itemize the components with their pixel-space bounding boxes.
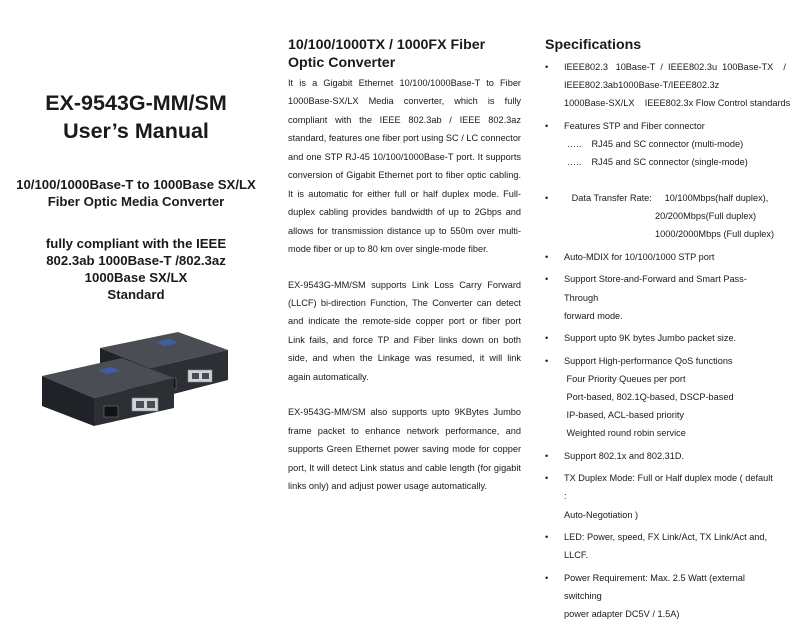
spec-line: forward mode. xyxy=(564,310,623,321)
description-heading: 10/100/1000TX / 1000FX Fiber Optic Converter xyxy=(288,37,486,71)
spec-line: LLCF. xyxy=(564,550,588,561)
spec-line: ….. RJ45 and SC connector (multi-mode) xyxy=(567,138,744,149)
bullet-icon: • xyxy=(545,355,549,366)
description-column xyxy=(288,0,521,496)
spec-8021x xyxy=(545,447,777,465)
bullet-icon: • xyxy=(545,572,549,583)
spec-line: Power Requirement: Max. 2.5 Watt (external switching xyxy=(564,572,745,601)
compliance-statement xyxy=(0,235,272,303)
spec-line: Support upto 9K bytes Jumbo packet size. xyxy=(564,333,737,344)
spec-line: IEEE802.3ab1000Base-T/IEEE802.3z xyxy=(564,80,720,91)
bullet-icon: • xyxy=(545,450,549,461)
bullet-icon: • xyxy=(545,473,549,484)
spec-line: ….. RJ45 and SC connector (single-mode) xyxy=(567,156,748,167)
llcf-paragraph: EX-9543G-MM/SM supports Link Loss Carry Forward (LLCF) bi-direction Function, The Converter can detect and indicate the remote-side copper port or fiber port Link fails, and force TP and Fiber links down on both side, and when the Linkage was resumed, it will link again automatically. xyxy=(288,279,521,382)
intro-paragraph: It is a Gigabit Ethernet 10/100/1000Base-T to Fiber 1000Base-SX/LX Media converter, which is fully compliant with the IEEE 802.3ab / IEEE 802.3az standard, features one fiber port using SC / LC connector and one STP RJ-45 10/100/1000Base-T port. It supports conversion of Gigabit Ethernet port to fiber optic cabling. It is automatic for either full or half duplex mode. Full-duplex cabling provides bandwidth of up to 2Gbps and allows for transmission distance up to 550m over multi-mode fiber or up to 80 km over single-mode fiber. xyxy=(288,78,521,255)
spec-line: power adapter DC5V / 1.5A) xyxy=(564,609,680,620)
bullet-icon: • xyxy=(545,333,549,344)
compliance-line: 1000Base SX/LX xyxy=(84,270,188,285)
bullet-icon: • xyxy=(545,193,549,204)
spec-line: 1000/2000Mbps (Full duplex) xyxy=(655,229,774,240)
compliance-line: fully compliant with the IEEE xyxy=(45,236,227,251)
specifications-heading: Specifications xyxy=(545,37,642,53)
spec-line: Support 802.1x and 802.31D. xyxy=(564,450,685,461)
spec-standards xyxy=(545,58,791,112)
spec-connectors xyxy=(545,117,777,171)
jumbo-paragraph: EX-9543G-MM/SM also supports upto 9KBytes Jumbo frame packet to enhance network performance, and supports Green Ethernet power saving mode for copper port, It will detect Link status and cable length (for gigabit links only) and adjust power usage automatically. xyxy=(288,407,521,492)
spec-line: 1000Base-SX/LX IEEE802.3x Flow Control standards xyxy=(564,98,791,109)
spec-power xyxy=(545,569,777,623)
spec-line: Auto-MDIX for 10/100/1000 STP port xyxy=(564,251,715,262)
spec-line: Data Transfer Rate: 10/100Mbps(half duplex), xyxy=(564,193,769,204)
subtitle-line: Fiber Optic Media Converter xyxy=(47,194,225,209)
spec-jumbo xyxy=(545,329,777,347)
spec-line: LED: Power, speed, FX Link/Act, TX Link/Act and, xyxy=(564,532,768,543)
product-subtitle xyxy=(0,176,272,210)
spec-line: IP-based, ACL-based priority xyxy=(564,410,685,421)
bullet-icon: • xyxy=(545,532,549,543)
spec-duplex-mode xyxy=(545,469,777,523)
spec-store-forward xyxy=(545,270,777,324)
cover-column xyxy=(0,0,272,428)
compliance-line: Standard xyxy=(107,287,165,302)
spec-qos xyxy=(545,352,777,442)
title-model: EX-9543G-MM/SM xyxy=(45,91,227,115)
specifications-column xyxy=(545,0,791,628)
compliance-line: 802.3ab 1000Base-T /802.3az xyxy=(46,253,226,268)
bullet-icon: • xyxy=(545,274,549,285)
specifications-list xyxy=(545,58,791,623)
manual-title xyxy=(0,89,272,145)
spec-line: IEEE802.3 10Base-T / IEEE802.3u 100Base-TX / xyxy=(564,62,786,72)
spec-line: Support Store-and-Forward and Smart Pass-Through xyxy=(564,274,747,303)
subtitle-line: 10/100/1000Base-T to 1000Base SX/LX xyxy=(16,177,256,192)
bullet-icon: • xyxy=(545,120,549,131)
product-photo xyxy=(38,328,234,428)
spec-line: Four Priority Queues per port xyxy=(564,373,686,384)
spec-line: Auto-Negotiation ) xyxy=(564,509,639,520)
spec-auto-mdix xyxy=(545,248,777,266)
spec-led xyxy=(545,528,777,564)
spec-line: Weighted round robin service xyxy=(564,428,686,439)
spec-line: TX Duplex Mode: Full or Half duplex mode ( default : xyxy=(564,473,773,502)
spec-line: Port-based, 802.1Q-based, DSCP-based xyxy=(564,392,734,402)
spec-transfer-rate xyxy=(545,189,777,243)
bullet-icon: • xyxy=(545,251,549,262)
spec-line: Support High-performance QoS functions xyxy=(564,355,733,366)
title-users-manual: User’s Manual xyxy=(63,119,209,143)
bullet-icon: • xyxy=(545,62,549,72)
spec-line: Features STP and Fiber connector xyxy=(564,120,705,131)
spec-line: 20/200Mbps(Full duplex) xyxy=(655,211,757,222)
